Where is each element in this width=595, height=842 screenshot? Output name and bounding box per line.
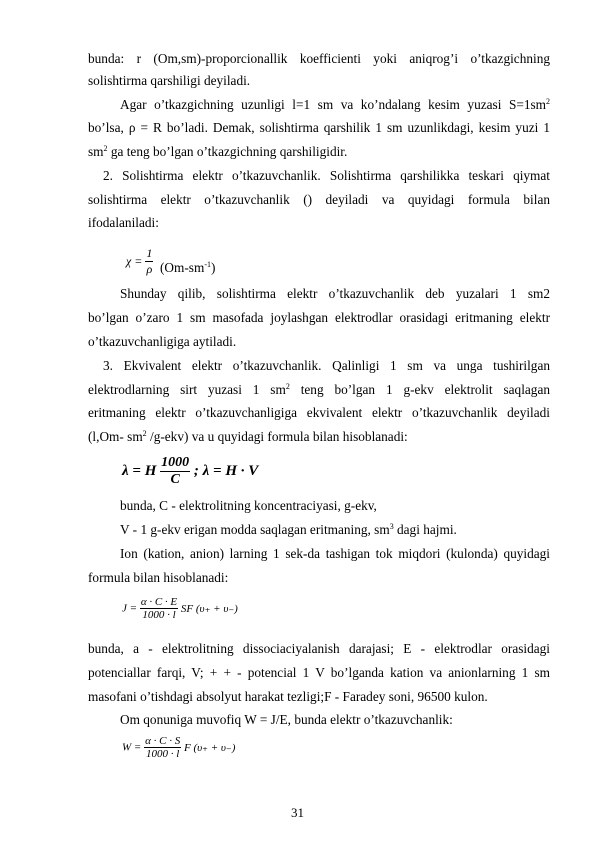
paragraph-line: bunda: r (Om,sm)-proporcionallik koefficienti yoki aniqrog’i o’tkazgichning bbox=[88, 51, 550, 66]
superscript: 3 bbox=[389, 522, 394, 531]
text-span: (l,Om- sm bbox=[88, 429, 143, 444]
denominator: 1000 · l bbox=[146, 748, 180, 760]
paragraph-line: 3. Ekvivalent elektr o’tkazuvchanlik. Qalinligi 1 sm va unga tushirilgan bbox=[103, 358, 550, 373]
formula-lhs: W = bbox=[122, 741, 142, 754]
superscript: 2 bbox=[103, 144, 108, 153]
text-span: elektrodlarning sirt yuzasi 1 sm bbox=[88, 382, 286, 397]
denominator: C bbox=[170, 472, 180, 487]
paragraph-line bbox=[88, 429, 550, 445]
paragraph-line bbox=[88, 382, 550, 398]
numerator: 1000 bbox=[161, 455, 190, 470]
superscript: 2 bbox=[142, 429, 147, 438]
page-number: 31 bbox=[291, 805, 304, 820]
paragraph-line: ifodalaniladi: bbox=[88, 215, 159, 230]
formula-fraction bbox=[145, 246, 153, 277]
text-span: ) bbox=[211, 260, 216, 275]
superscript: 2 bbox=[546, 97, 550, 106]
denominator: 1000 · l bbox=[142, 609, 176, 621]
paragraph-line bbox=[88, 144, 550, 160]
formula-rhs: ; λ = H · V bbox=[193, 463, 259, 479]
formula-w bbox=[122, 735, 235, 760]
paragraph-line: Om qonuniga muvofiq W = J/E, bunda elektr o’tkazuvchanlik: bbox=[120, 712, 453, 727]
text-span: V - 1 g-ekv erigan modda saqlagan eritmaning, sm bbox=[120, 522, 390, 537]
formula-lhs: λ = H bbox=[122, 463, 157, 479]
paragraph-line: 2. Solishtirma elektr o’tkazuvchanlik. Solishtirma qarshilikka teskari qiymat bbox=[103, 168, 550, 183]
text-span: /g-ekv) va u quyidagi formula bilan hisoblanadi: bbox=[146, 429, 408, 444]
numerator: 1 bbox=[146, 246, 153, 260]
text-span: Agar o’tkazgichning uzunligi l=1 sm va ko’ndalang kesim yuzasi S=1sm bbox=[120, 97, 546, 112]
paragraph-line: bunda, C - elektrolitning koncentraciyasi, g-ekv, bbox=[120, 498, 377, 513]
paragraph-line: eritmaning elektr o’tkazuvchanligiga ekvivalent elektr o’tkazuvchanlik deyiladi bbox=[88, 405, 550, 420]
formula-lambda bbox=[122, 455, 258, 488]
formula-chi bbox=[126, 246, 153, 277]
superscript: 2 bbox=[285, 382, 290, 391]
denominator: ρ bbox=[146, 262, 153, 276]
paragraph-line: Ion (kation, anion) larning 1 sek-da tashigan tok miqdori (kulonda) quyidagi bbox=[120, 546, 550, 561]
paragraph-line bbox=[120, 522, 550, 538]
numerator: α · C · E bbox=[140, 596, 178, 608]
text-span: (Om-sm bbox=[160, 260, 205, 275]
paragraph-line bbox=[120, 97, 550, 113]
paragraph-line: bo’lgan o’zaro 1 sm masofada joylashgan elektrodlar orasidagi eritmaning elektr bbox=[88, 310, 550, 325]
text-span: dagi hajmi. bbox=[393, 522, 457, 537]
text-span: teng bo’lgan 1 g-ekv elektrolit saqlagan bbox=[289, 382, 550, 397]
paragraph-line: Shunday qilib, solishtirma elektr o’tkazuvchanlik deb yuzalari 1 sm2 bbox=[120, 286, 550, 301]
paragraph-line: formula bilan hisoblanadi: bbox=[88, 570, 229, 585]
superscript: -1 bbox=[204, 260, 211, 269]
formula-lhs: χ = bbox=[126, 254, 143, 268]
paragraph-line: bunda, a - elektrolitning dissociaciyalanish darajasi; E - elektrodlar orasidagi bbox=[88, 641, 550, 656]
paragraph-line: masofani o’tishdagi absolyut harakat tezligi;F - Faradey soni, 96500 kulon. bbox=[88, 689, 488, 704]
numerator: α · C · S bbox=[145, 735, 181, 747]
formula-j bbox=[122, 596, 238, 621]
paragraph-line: solishtirma qarshiligi deyiladi. bbox=[88, 73, 251, 88]
paragraph-line: potenciallar farqi, V; + + - potencial 1 V bo’lganda kation va anionlarning 1 sm bbox=[88, 665, 550, 680]
formula-rhs: SF (υ₊ + υ₋) bbox=[180, 603, 238, 615]
formula-lhs: J = bbox=[122, 602, 138, 615]
formula-fraction bbox=[160, 455, 190, 488]
formula-fraction bbox=[144, 735, 181, 760]
formula-fraction bbox=[140, 596, 178, 621]
paragraph-line: solishtirma elektr o’tkazuvchanlik () deyiladi va quyidagi formula bilan bbox=[88, 192, 550, 207]
formula-rhs: F (υ₊ + υ₋) bbox=[183, 742, 236, 754]
paragraph-line: bo’lsa, ρ = R bo’ladi. Demak, solishtirma qarshilik 1 sm uzunlikdagi, kesim yuzi 1 bbox=[88, 120, 550, 135]
text-span: sm bbox=[88, 144, 104, 159]
text-span: ga teng bo’lgan o’tkazgichning qarshiligidir. bbox=[107, 144, 348, 159]
unit-label bbox=[160, 260, 215, 276]
paragraph-line: o’tkazuvchanligiga aytiladi. bbox=[88, 334, 237, 349]
